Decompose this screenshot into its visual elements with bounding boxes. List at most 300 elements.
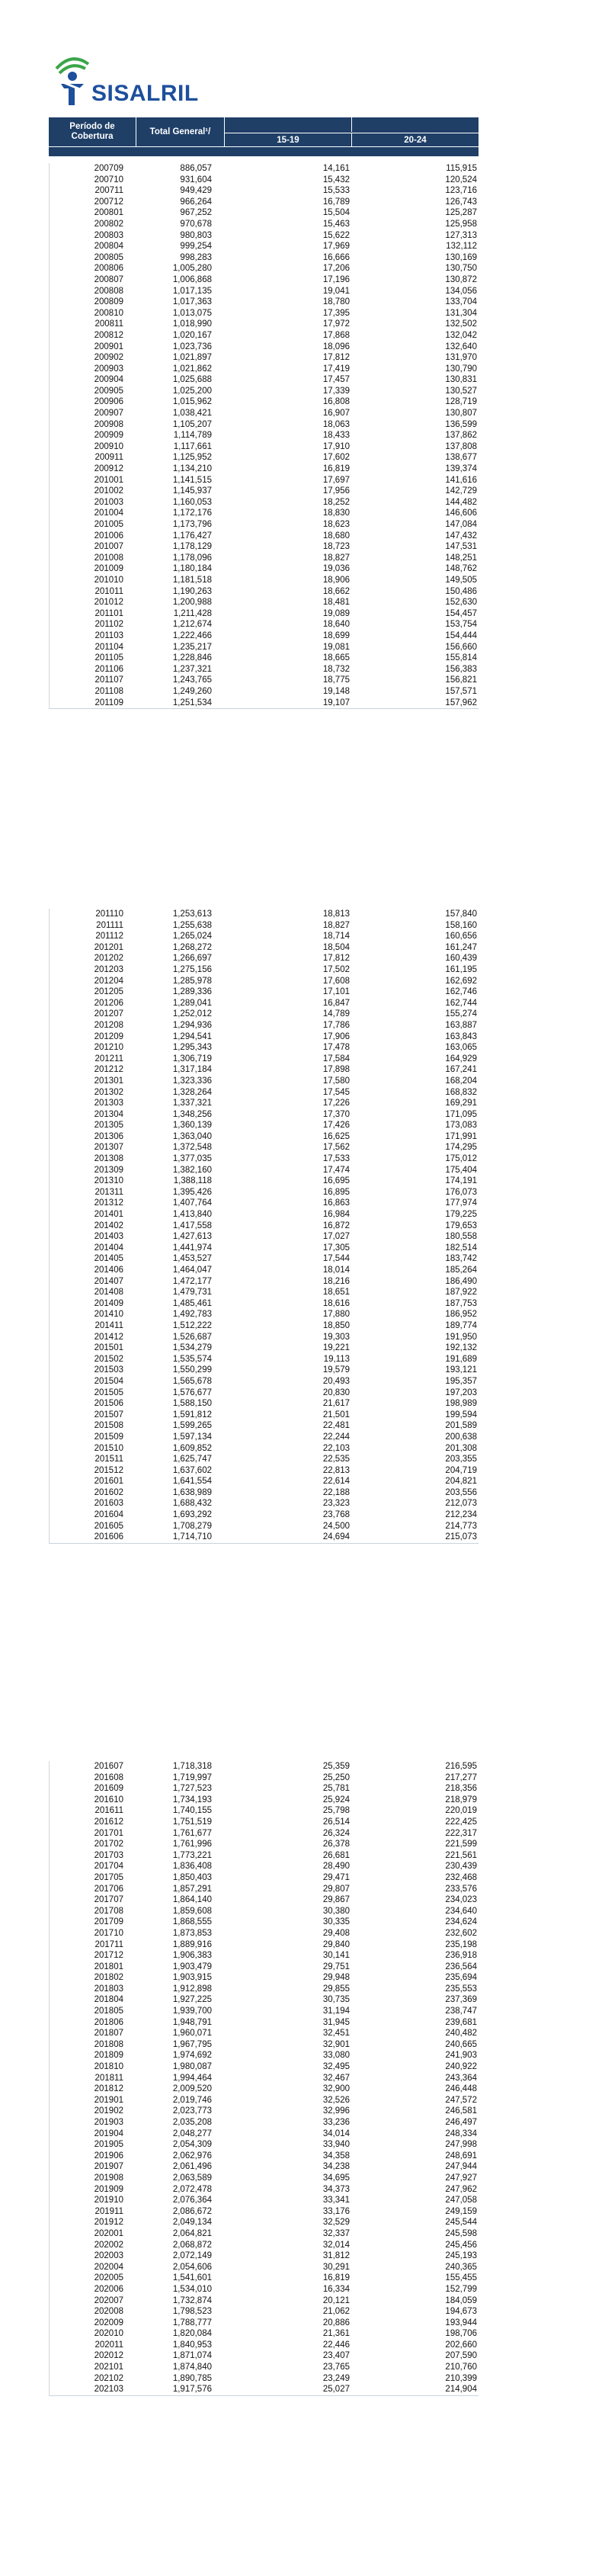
period-cell: 200808 <box>94 286 123 296</box>
table-row <box>49 1287 479 1298</box>
age-15-19-cell: 17,305 <box>322 1243 350 1253</box>
period-cell: 201905 <box>94 2140 123 2150</box>
table-row <box>49 1087 479 1099</box>
table-row <box>49 1476 479 1487</box>
total-cell: 1,125,952 <box>172 453 212 463</box>
age-15-19-cell: 22,188 <box>322 1487 350 1497</box>
age-15-19-cell: 20,121 <box>322 2295 350 2305</box>
age-20-24-cell: 193,944 <box>445 2318 477 2327</box>
period-cell: 201802 <box>94 1973 123 1983</box>
total-cell: 1,134,210 <box>172 464 212 474</box>
table-row <box>49 2373 479 2385</box>
age-15-19-cell: 29,751 <box>322 1962 350 1971</box>
period-cell: 201209 <box>94 1031 123 1041</box>
period-cell: 201202 <box>94 954 123 964</box>
age-20-24-cell: 234,640 <box>445 1906 477 1916</box>
age-15-19-cell: 18,699 <box>322 630 350 640</box>
table-row <box>49 1343 479 1354</box>
age-20-24-cell: 179,225 <box>445 1210 477 1220</box>
period-cell: 201101 <box>94 608 123 618</box>
table-row <box>49 653 479 664</box>
total-cell: 1,836,408 <box>172 1862 212 1872</box>
total-cell: 1,237,321 <box>172 664 212 674</box>
table-row <box>49 1198 479 1209</box>
total-cell: 1,289,336 <box>172 987 212 997</box>
period-cell: 201312 <box>94 1198 123 1208</box>
total-cell: 1,395,426 <box>172 1187 212 1197</box>
period-cell: 202005 <box>94 2273 123 2283</box>
age-20-24-cell: 175,404 <box>445 1165 477 1175</box>
age-15-19-cell: 22,535 <box>322 1455 350 1464</box>
age-20-24-cell: 198,989 <box>445 1399 477 1409</box>
period-cell: 202006 <box>94 2284 123 2294</box>
total-cell: 2,054,606 <box>172 2262 212 2272</box>
table-row <box>49 2240 479 2251</box>
period-cell: 201212 <box>94 1065 123 1075</box>
data-table-block-2 <box>49 909 479 1543</box>
table-row <box>49 575 479 586</box>
table-row <box>49 597 479 608</box>
table-row <box>49 998 479 1009</box>
age-20-24-cell: 195,357 <box>445 1376 477 1386</box>
age-20-24-cell: 168,832 <box>445 1087 477 1097</box>
age-15-19-cell: 26,514 <box>322 1817 350 1827</box>
age-15-19-cell: 30,141 <box>322 1951 350 1961</box>
period-cell: 201605 <box>94 1521 123 1531</box>
total-cell: 1,588,150 <box>172 1399 212 1409</box>
table-row <box>49 2017 479 2029</box>
table-row <box>49 1928 479 1939</box>
period-cell: 200709 <box>94 164 123 173</box>
total-cell: 1,427,613 <box>172 1232 212 1242</box>
total-cell: 1,337,321 <box>172 1099 212 1108</box>
table-row <box>49 2306 479 2318</box>
period-cell: 201407 <box>94 1276 123 1286</box>
total-cell: 1,265,024 <box>172 932 212 942</box>
table-row <box>49 2328 479 2340</box>
table-row <box>49 1984 479 1995</box>
total-cell: 1,018,990 <box>172 319 212 329</box>
age-20-24-cell: 163,065 <box>445 1043 477 1053</box>
total-cell: 1,295,343 <box>172 1043 212 1053</box>
table-row <box>49 1031 479 1043</box>
period-cell: 200908 <box>94 419 123 429</box>
age-15-19-cell: 18,830 <box>322 508 350 518</box>
age-20-24-cell: 218,356 <box>445 1784 477 1794</box>
age-20-24-cell: 132,042 <box>445 330 477 340</box>
table-row <box>49 1354 479 1365</box>
table-row <box>49 1509 479 1521</box>
table-row <box>49 1365 479 1376</box>
table-row <box>49 698 479 709</box>
period-cell: 201311 <box>94 1187 123 1197</box>
total-cell: 1,917,576 <box>172 2385 212 2395</box>
period-cell: 201808 <box>94 2039 123 2049</box>
age-15-19-cell: 34,358 <box>322 2151 350 2161</box>
period-cell: 200903 <box>94 364 123 374</box>
age-20-24-cell: 125,287 <box>445 208 477 218</box>
age-20-24-cell: 120,524 <box>445 175 477 184</box>
age-15-19-cell: 17,910 <box>322 441 350 451</box>
age-20-24-cell: 198,706 <box>445 2329 477 2339</box>
table-row <box>49 586 479 598</box>
total-cell: 1,114,789 <box>173 431 212 441</box>
age-20-24-cell: 155,814 <box>445 653 477 663</box>
total-cell: 2,064,821 <box>172 2228 212 2238</box>
table-row <box>49 1972 479 1984</box>
age-20-24-cell: 156,383 <box>445 664 477 674</box>
table-row <box>49 1761 479 1772</box>
age-15-19-cell: 22,481 <box>322 1421 350 1431</box>
period-cell: 201109 <box>94 698 123 707</box>
total-cell: 1,980,087 <box>172 2062 212 2072</box>
table-bottom-rule <box>49 708 479 709</box>
age-15-19-cell: 15,533 <box>322 186 350 196</box>
period-cell: 201907 <box>94 2162 123 2172</box>
table-row <box>49 1176 479 1187</box>
age-15-19-cell: 18,827 <box>322 553 350 563</box>
total-cell: 1,020,167 <box>172 330 212 340</box>
period-cell: 200807 <box>94 274 123 284</box>
age-15-19-cell: 34,014 <box>322 2128 350 2138</box>
total-cell: 1,251,534 <box>172 698 212 707</box>
total-cell: 1,761,996 <box>172 1840 212 1849</box>
age-20-24-cell: 235,198 <box>445 1939 477 1949</box>
period-cell: 201912 <box>94 2218 123 2228</box>
age-15-19-cell: 18,640 <box>322 620 350 630</box>
total-cell: 1,306,719 <box>172 1054 212 1063</box>
total-cell: 2,061,496 <box>172 2162 212 2172</box>
total-cell: 1,013,075 <box>172 308 212 318</box>
period-cell: 202101 <box>94 2363 123 2372</box>
period-cell: 201609 <box>94 1784 123 1794</box>
total-cell: 1,006,868 <box>172 274 212 284</box>
table-row <box>49 1253 479 1265</box>
age-20-24-cell: 207,590 <box>445 2351 477 2361</box>
age-15-19-cell: 15,504 <box>322 208 350 218</box>
period-cell: 201103 <box>94 630 123 640</box>
total-cell: 1,485,461 <box>172 1298 212 1308</box>
table-row <box>49 475 479 486</box>
table-row <box>49 175 479 186</box>
data-table-block-3 <box>49 1761 479 2395</box>
age-15-19-cell: 25,027 <box>322 2385 350 2395</box>
age-15-19-cell: 23,765 <box>322 2363 350 2372</box>
period-cell: 201308 <box>94 1154 123 1164</box>
age-20-24-cell: 123,716 <box>445 186 477 196</box>
age-15-19-cell: 17,478 <box>322 1043 350 1053</box>
table-row <box>49 430 479 441</box>
age-15-19-cell: 32,014 <box>322 2240 350 2250</box>
total-cell: 1,372,548 <box>172 1143 212 1153</box>
age-15-19-cell: 33,080 <box>322 2051 350 2061</box>
period-cell: 201703 <box>94 1850 123 1860</box>
period-cell: 200812 <box>94 330 123 340</box>
age-15-19-cell: 18,780 <box>322 297 350 307</box>
total-cell: 1,732,874 <box>172 2295 212 2305</box>
period-cell: 201404 <box>94 1243 123 1253</box>
table-row <box>49 419 479 431</box>
period-cell: 201306 <box>94 1131 123 1141</box>
age-20-24-cell: 189,774 <box>445 1320 477 1330</box>
total-cell: 1,249,260 <box>172 686 212 696</box>
age-20-24-cell: 235,553 <box>445 1984 477 1994</box>
period-cell: 200711 <box>94 186 123 196</box>
table-bottom-rule <box>49 2395 479 2396</box>
age-15-19-cell: 18,616 <box>322 1298 350 1308</box>
period-cell: 201211 <box>94 1054 123 1063</box>
age-15-19-cell: 26,324 <box>322 1828 350 1838</box>
age-15-19-cell: 16,666 <box>322 252 350 262</box>
table-row <box>49 1221 479 1232</box>
age-15-19-cell: 17,602 <box>322 453 350 463</box>
age-20-24-cell: 197,203 <box>445 1387 477 1397</box>
age-15-19-cell: 21,617 <box>322 1399 350 1409</box>
table-row <box>49 2073 479 2084</box>
total-cell: 1,294,541 <box>172 1031 212 1041</box>
header-20-24: 20-24 <box>352 133 479 147</box>
table-row <box>49 207 479 219</box>
period-cell: 200805 <box>94 252 123 262</box>
age-20-24-cell: 130,807 <box>445 409 477 419</box>
age-15-19-cell: 23,249 <box>322 2373 350 2383</box>
age-15-19-cell: 17,101 <box>322 987 350 997</box>
total-cell: 1,382,160 <box>172 1165 212 1175</box>
age-15-19-cell: 31,194 <box>322 2007 350 2016</box>
total-cell: 1,550,299 <box>172 1365 212 1375</box>
total-cell: 1,025,200 <box>172 386 212 396</box>
total-cell: 1,820,084 <box>172 2329 212 2339</box>
age-15-19-cell: 18,063 <box>322 419 350 429</box>
total-cell: 1,718,318 <box>172 1762 212 1771</box>
period-cell: 200806 <box>94 264 123 274</box>
age-15-19-cell: 34,695 <box>322 2173 350 2183</box>
table-row <box>49 2250 479 2262</box>
age-15-19-cell: 19,036 <box>322 564 350 574</box>
age-15-19-cell: 17,206 <box>322 264 350 274</box>
age-20-24-cell: 194,673 <box>445 2307 477 2317</box>
table-row <box>49 486 479 497</box>
period-cell: 201510 <box>94 1443 123 1453</box>
age-15-19-cell: 22,614 <box>322 1477 350 1487</box>
period-cell: 201809 <box>94 2051 123 2061</box>
table-row <box>49 1376 479 1387</box>
age-15-19-cell: 17,868 <box>322 330 350 340</box>
period-cell: 201305 <box>94 1121 123 1131</box>
table-row <box>49 163 479 175</box>
age-15-19-cell: 19,148 <box>322 686 350 696</box>
total-cell: 1,850,403 <box>172 1872 212 1882</box>
age-15-19-cell: 19,107 <box>322 698 350 707</box>
table-row <box>49 396 479 408</box>
table-row <box>49 1795 479 1806</box>
period-cell: 201301 <box>94 1076 123 1086</box>
age-15-19-cell: 31,812 <box>322 2251 350 2261</box>
table-row <box>49 274 479 286</box>
total-cell: 1,871,074 <box>172 2351 212 2361</box>
age-20-24-cell: 235,694 <box>445 1973 477 1983</box>
age-15-19-cell: 21,361 <box>322 2329 350 2339</box>
age-15-19-cell: 33,176 <box>322 2206 350 2216</box>
table-row <box>49 553 479 564</box>
age-15-19-cell: 34,373 <box>322 2184 350 2194</box>
total-cell: 1,512,222 <box>172 1320 212 1330</box>
total-cell: 1,317,184 <box>172 1065 212 1075</box>
period-cell: 201612 <box>94 1817 123 1827</box>
age-15-19-cell: 17,545 <box>322 1087 350 1097</box>
age-20-24-cell: 137,862 <box>445 431 477 441</box>
total-cell: 1,222,466 <box>172 630 212 640</box>
age-15-19-cell: 19,113 <box>323 1354 350 1364</box>
period-cell: 201406 <box>94 1266 123 1275</box>
period-cell: 201303 <box>94 1099 123 1108</box>
period-cell: 201508 <box>94 1421 123 1431</box>
age-20-24-cell: 247,962 <box>445 2184 477 2194</box>
total-cell: 1,960,071 <box>172 2029 212 2039</box>
age-15-19-cell: 29,867 <box>322 1895 350 1905</box>
period-cell: 201005 <box>94 520 123 529</box>
table-row <box>49 2228 479 2240</box>
age-15-19-cell: 17,474 <box>322 1165 350 1175</box>
table-row <box>49 2117 479 2128</box>
age-15-19-cell: 17,370 <box>322 1109 350 1119</box>
total-cell: 1,534,279 <box>172 1343 212 1353</box>
period-cell: 201010 <box>94 575 123 585</box>
total-cell: 1,173,796 <box>172 520 212 529</box>
period-cell: 201707 <box>94 1895 123 1905</box>
total-cell: 1,773,221 <box>172 1850 212 1860</box>
age-20-24-cell: 131,304 <box>445 308 477 318</box>
header-spacer <box>225 117 352 132</box>
total-cell: 1,761,677 <box>172 1828 212 1838</box>
period-cell: 201709 <box>94 1917 123 1927</box>
total-cell: 1,253,613 <box>172 909 212 919</box>
total-cell: 1,874,840 <box>172 2363 212 2372</box>
age-15-19-cell: 32,337 <box>322 2228 350 2238</box>
age-15-19-cell: 29,840 <box>322 1939 350 1949</box>
total-cell: 1,377,035 <box>172 1154 212 1164</box>
age-20-24-cell: 144,482 <box>445 497 477 507</box>
age-20-24-cell: 216,595 <box>445 1762 477 1771</box>
table-row <box>49 1805 479 1817</box>
total-cell: 2,048,277 <box>172 2128 212 2138</box>
table-row <box>49 330 479 342</box>
total-cell: 1,693,292 <box>172 1510 212 1520</box>
age-15-19-cell: 21,062 <box>322 2307 350 2317</box>
table-row <box>49 1298 479 1310</box>
table-row <box>49 219 479 230</box>
total-cell: 1,535,574 <box>172 1354 212 1364</box>
period-cell: 201110 <box>95 909 123 919</box>
age-15-19-cell: 19,081 <box>322 642 350 652</box>
period-cell: 202102 <box>94 2373 123 2383</box>
age-20-24-cell: 125,958 <box>445 219 477 229</box>
total-cell: 1,005,280 <box>172 264 212 274</box>
age-20-24-cell: 142,729 <box>445 486 477 496</box>
age-15-19-cell: 16,808 <box>322 397 350 407</box>
period-cell: 201402 <box>94 1221 123 1230</box>
data-table-block-1 <box>49 117 479 708</box>
table-row <box>49 2106 479 2117</box>
age-15-19-cell: 17,419 <box>322 364 350 374</box>
age-20-24-cell: 245,544 <box>445 2218 477 2228</box>
total-cell: 1,906,383 <box>172 1951 212 1961</box>
period-cell: 201606 <box>94 1532 123 1542</box>
period-cell: 201201 <box>94 942 123 952</box>
age-20-24-cell: 247,572 <box>445 2095 477 2105</box>
table-row <box>49 1994 479 2006</box>
table-row <box>49 364 479 375</box>
period-cell: 201411 <box>94 1320 123 1330</box>
age-20-24-cell: 187,753 <box>445 1298 477 1308</box>
age-20-24-cell: 184,059 <box>445 2295 477 2305</box>
age-20-24-cell: 173,083 <box>445 1121 477 1131</box>
age-15-19-cell: 22,446 <box>322 2340 350 2350</box>
period-cell: 200910 <box>94 441 123 451</box>
age-20-24-cell: 245,598 <box>445 2228 477 2238</box>
age-15-19-cell: 33,940 <box>322 2140 350 2150</box>
table-row <box>49 1042 479 1054</box>
period-cell: 201610 <box>94 1795 123 1804</box>
table-row <box>49 2384 479 2395</box>
table-row <box>49 986 479 998</box>
table-row <box>49 1142 479 1153</box>
period-cell: 201704 <box>94 1862 123 1872</box>
period-cell: 201801 <box>94 1962 123 1971</box>
table-row <box>49 1020 479 1031</box>
total-cell: 1,323,336 <box>172 1076 212 1086</box>
age-15-19-cell: 18,714 <box>322 932 350 942</box>
period-cell: 201506 <box>94 1399 123 1409</box>
table-row <box>49 408 479 419</box>
age-20-24-cell: 248,691 <box>445 2151 477 2161</box>
period-cell: 201204 <box>94 976 123 986</box>
age-20-24-cell: 115,915 <box>446 164 477 173</box>
age-20-24-cell: 204,821 <box>445 1477 477 1487</box>
age-20-24-cell: 128,719 <box>445 397 477 407</box>
period-cell: 201904 <box>94 2128 123 2138</box>
total-cell: 1,289,041 <box>172 998 212 1008</box>
total-cell: 1,200,988 <box>172 598 212 608</box>
age-20-24-cell: 175,012 <box>445 1154 477 1164</box>
table-row <box>49 1465 479 1477</box>
table-row <box>49 1209 479 1221</box>
age-15-19-cell: 31,945 <box>322 2017 350 2027</box>
age-15-19-cell: 32,495 <box>322 2062 350 2072</box>
age-20-24-cell: 148,762 <box>445 564 477 574</box>
period-cell: 201712 <box>94 1951 123 1961</box>
total-cell: 1,688,432 <box>172 1499 212 1509</box>
age-15-19-cell: 17,395 <box>322 308 350 318</box>
age-15-19-cell: 16,334 <box>322 2284 350 2294</box>
age-15-19-cell: 30,735 <box>322 1995 350 2005</box>
period-cell: 201812 <box>94 2084 123 2094</box>
table-row <box>49 185 479 197</box>
total-cell: 1,541,601 <box>172 2273 212 2283</box>
table-row <box>49 976 479 987</box>
total-cell: 1,105,207 <box>172 419 212 429</box>
total-cell: 1,252,012 <box>172 1009 212 1019</box>
period-cell: 201512 <box>94 1465 123 1475</box>
total-cell: 1,873,853 <box>172 1928 212 1938</box>
age-20-24-cell: 174,295 <box>445 1143 477 1153</box>
period-cell: 200809 <box>94 297 123 307</box>
age-15-19-cell: 16,907 <box>322 409 350 419</box>
period-cell: 201502 <box>94 1354 123 1364</box>
age-20-24-cell: 168,204 <box>445 1076 477 1086</box>
period-cell: 201012 <box>94 598 123 608</box>
table-body <box>49 1761 479 2395</box>
